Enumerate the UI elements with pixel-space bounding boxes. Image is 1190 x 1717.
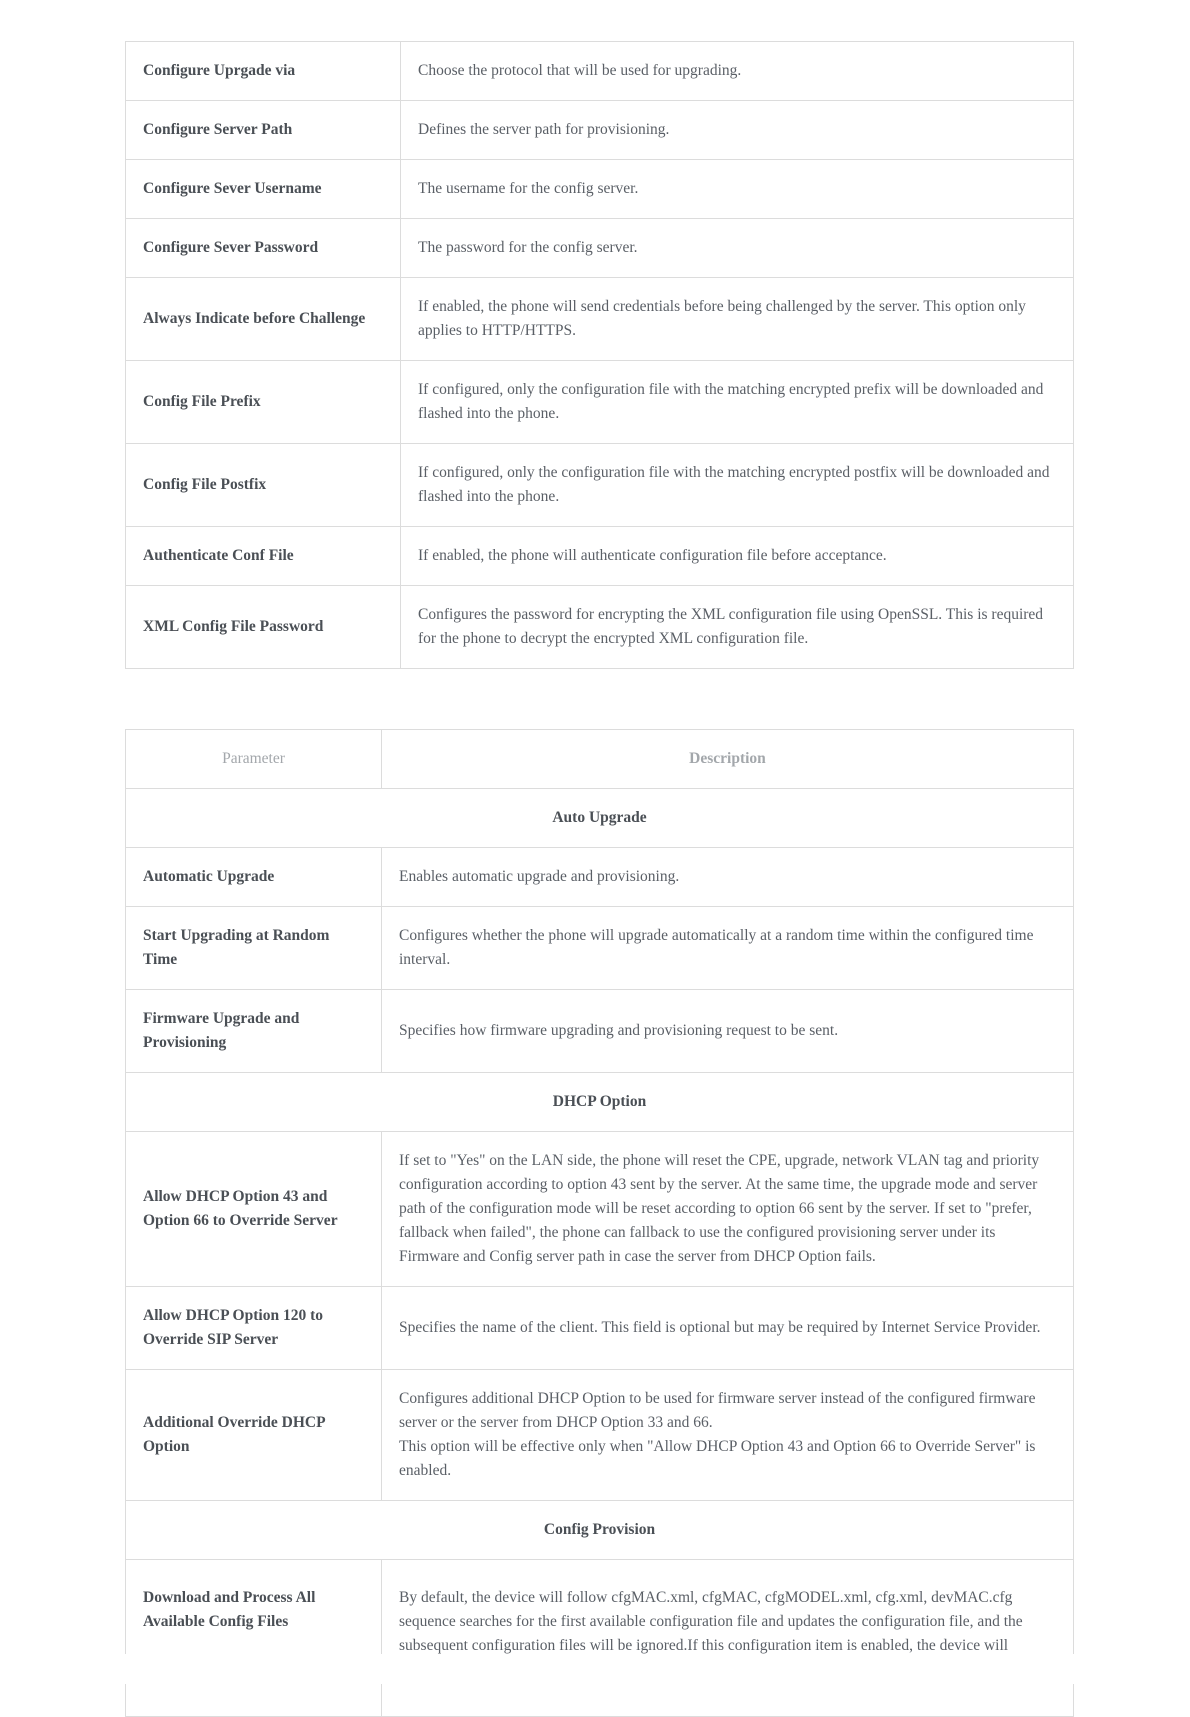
param-name: Config File Postfix: [126, 444, 401, 527]
section-row: [126, 789, 1074, 848]
param-description: If configured, only the configuration file with the matching encrypted prefix will be downloaded and flashed into the phone.: [401, 361, 1074, 444]
param-name: Firmware Upgrade and Provisioning: [126, 990, 382, 1073]
table-header-row: [126, 730, 1074, 789]
column-header-description: Description: [382, 730, 1074, 789]
param-name: Configure Sever Password: [126, 219, 401, 278]
param-name: Configure Uprgade via: [126, 42, 401, 101]
param-name: Allow DHCP Option 120 to Override SIP Server: [126, 1287, 382, 1370]
param-description: If configured, only the configuration file with the matching encrypted postfix will be downloaded and flashed into the phone.: [401, 444, 1074, 527]
param-name: Automatic Upgrade: [126, 848, 382, 907]
table-row: [126, 1287, 1074, 1370]
param-name: Configure Sever Username: [126, 160, 401, 219]
table-row: [126, 527, 1074, 586]
section-row: [126, 1073, 1074, 1132]
param-name: Configure Server Path: [126, 101, 401, 160]
param-name: Always Indicate before Challenge: [126, 278, 401, 361]
table-row: [126, 586, 1074, 669]
param-description: Choose the protocol that will be used for upgrading.: [401, 42, 1074, 101]
param-description: Configures whether the phone will upgrade automatically at a random time within the configured time interval.: [382, 907, 1074, 990]
table-row: [126, 848, 1074, 907]
section-title-dhcp-option: DHCP Option: [126, 1073, 1074, 1132]
table-row: [126, 160, 1074, 219]
param-name: Additional Override DHCP Option: [126, 1370, 382, 1501]
param-description: If enabled, the phone will authenticate configuration file before acceptance.: [401, 527, 1074, 586]
column-header-parameter: Parameter: [126, 730, 382, 789]
table-row: [126, 444, 1074, 527]
param-name: Start Upgrading at Random Time: [126, 907, 382, 990]
param-description: Configures the password for encrypting the XML configuration file using OpenSSL. This is required for the phone to decrypt the encrypted XML configuration file.: [401, 586, 1074, 669]
section-title-auto-upgrade: Auto Upgrade: [126, 789, 1074, 848]
param-description-line: Configures additional DHCP Option to be used for firmware server instead of the configured firmware server or the server from DHCP Option 33 and 66.: [399, 1390, 1036, 1431]
param-description: The username for the config server.: [401, 160, 1074, 219]
param-description: Specifies the name of the client. This field is optional but may be required by Internet Service Provider.: [382, 1287, 1074, 1370]
param-description: If enabled, the phone will send credentials before being challenged by the server. This option only applies to HTTP/HTTPS.: [401, 278, 1074, 361]
table-row: [126, 990, 1074, 1073]
table-row: [126, 42, 1074, 101]
param-name: Authenticate Conf File: [126, 527, 401, 586]
table-row: [126, 101, 1074, 160]
table-row: [126, 1560, 1074, 1717]
page-bottom-cutoff: [0, 1654, 1190, 1684]
upgrade-parameters-table: [125, 729, 1074, 1717]
section-row: [126, 1501, 1074, 1560]
param-name: XML Config File Password: [126, 586, 401, 669]
param-description: Specifies how firmware upgrading and provisioning request to be sent.: [382, 990, 1074, 1073]
table-row: [126, 1370, 1074, 1501]
param-description: If set to "Yes" on the LAN side, the phone will reset the CPE, upgrade, network VLAN tag and priority configuration according to option 43 sent by the server. At the same time, the upgrade mode and server path of the configuration mode will be reset according to option 66 sent by the server. If set to "prefer, fallback when failed", the phone can fallback to use the configured provisioning server under its Firmware and Config server path in case the server from DHCP Option fails.: [382, 1132, 1074, 1287]
param-name: Config File Prefix: [126, 361, 401, 444]
section-title-config-provision: Config Provision: [126, 1501, 1074, 1560]
param-description: Enables automatic upgrade and provisioning.: [382, 848, 1074, 907]
table-row: [126, 278, 1074, 361]
param-description-line: This option will be effective only when "Allow DHCP Option 43 and Option 66 to Override Server" is enabled.: [399, 1438, 1036, 1479]
param-name: Allow DHCP Option 43 and Option 66 to Override Server: [126, 1132, 382, 1287]
table-row: [126, 1132, 1074, 1287]
provisioning-parameters-table: [125, 41, 1074, 669]
table-row: [126, 219, 1074, 278]
param-description: By default, the device will follow cfgMAC.xml, cfgMAC, cfgMODEL.xml, cfg.xml, devMAC.cfg sequence searches for the first available configuration file and updates the configuration file, and the subsequent configuration files will be ignored.If this configuration item is enabled, the device will: [382, 1560, 1074, 1717]
table-row: [126, 907, 1074, 990]
param-description: Defines the server path for provisioning.: [401, 101, 1074, 160]
param-description: The password for the config server.: [401, 219, 1074, 278]
param-description: [382, 1370, 1074, 1501]
table-row: [126, 361, 1074, 444]
param-name: Download and Process All Available Config Files: [126, 1560, 382, 1717]
